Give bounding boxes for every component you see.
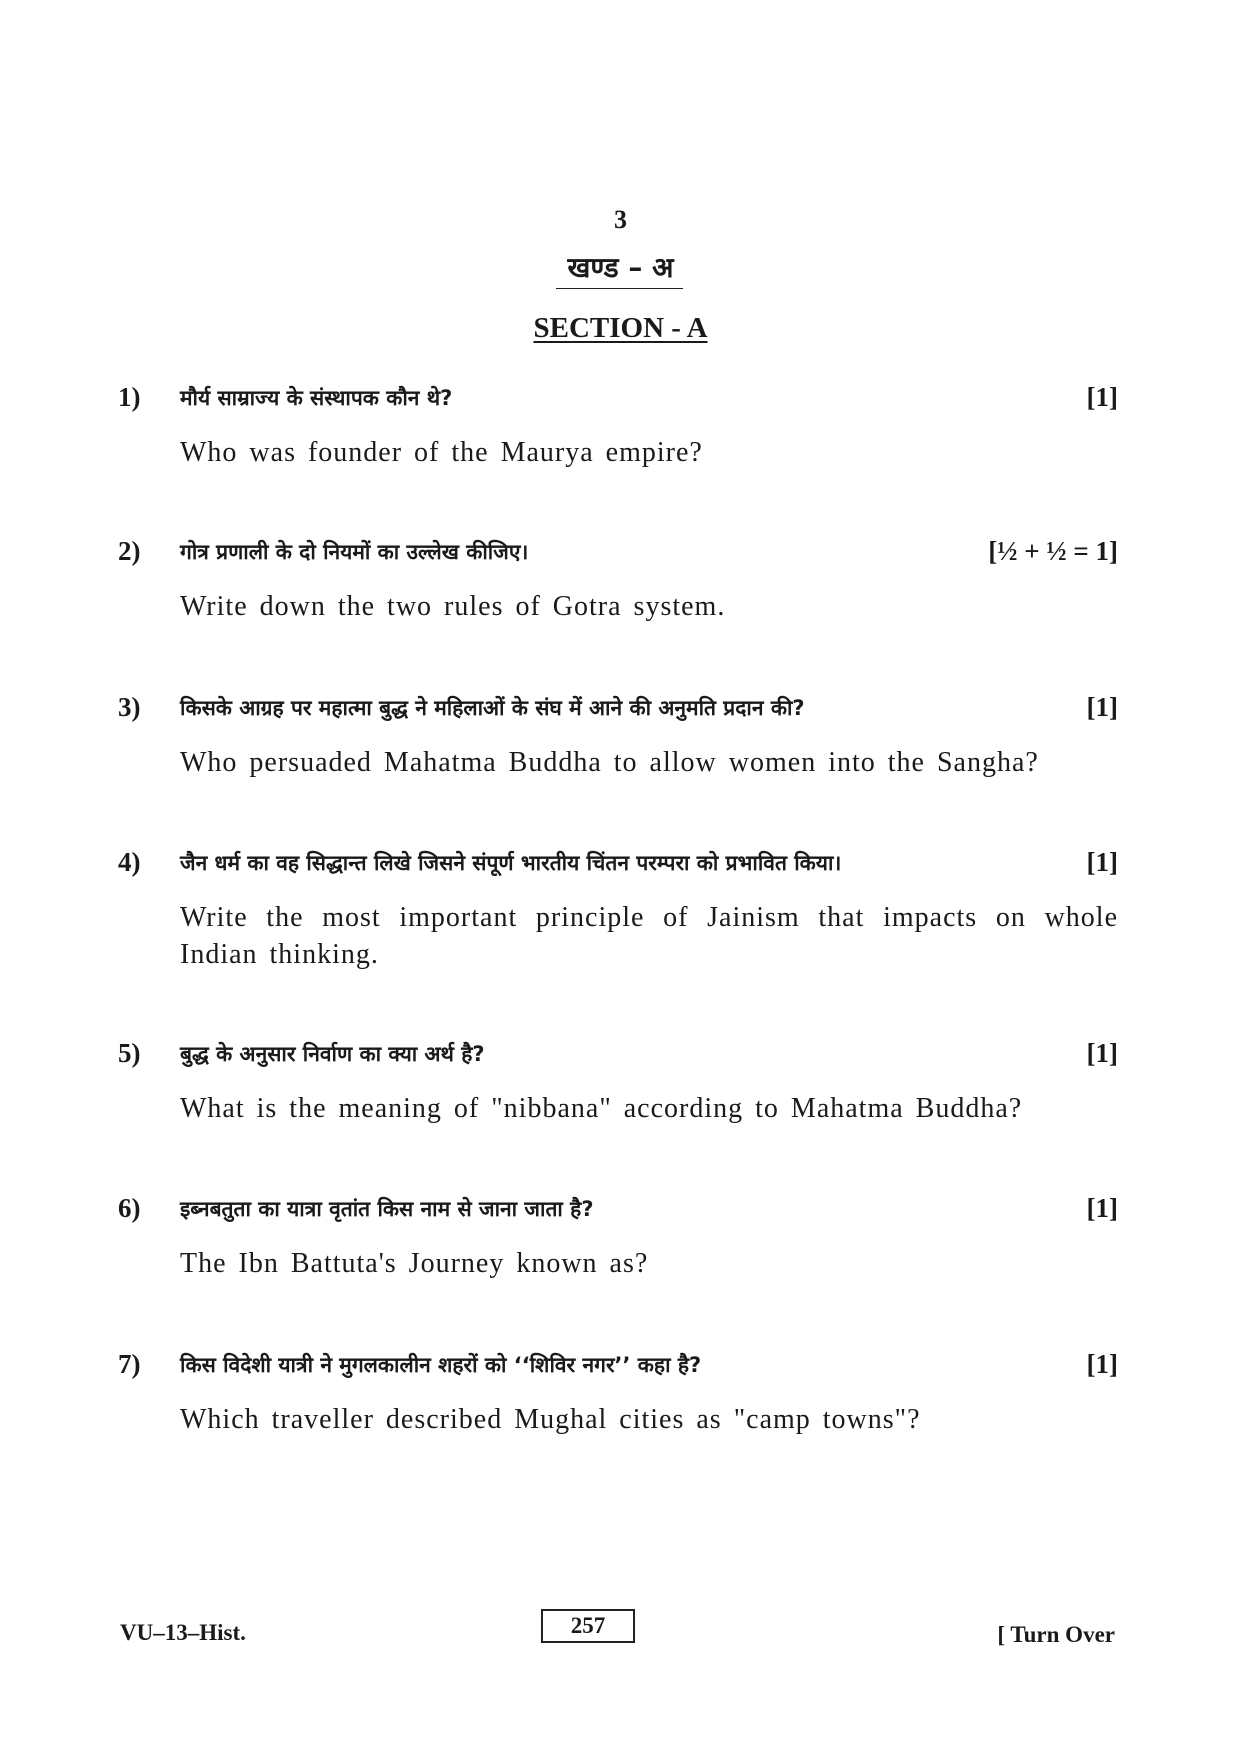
question-number: 4) <box>118 847 141 877</box>
question-marks: [1] <box>1086 847 1118 877</box>
question-hindi-text: गोत्र प्रणाली के दो नियमों का उल्लेख कीजिए। <box>180 540 529 564</box>
question-marks: [1] <box>1086 382 1118 412</box>
page-number: 3 <box>614 205 627 234</box>
question-english-text: What is the meaning of "nibbana" according to Mahatma Buddha? <box>180 1093 1023 1124</box>
question-number: 1) <box>118 382 141 412</box>
question-marks: [1] <box>1086 1349 1118 1379</box>
question-hindi-text: बुद्ध के अनुसार निर्वाण का क्या अर्थ है? <box>180 1042 485 1066</box>
footer-turn-over: [ Turn Over <box>997 1622 1115 1647</box>
question-marks: [1] <box>1086 692 1118 722</box>
question-hindi-text: किसके आग्रह पर महात्मा बुद्ध ने महिलाओं के संघ में आने की अनुमति प्रदान की? <box>180 696 805 720</box>
section-title-hindi-underline <box>556 288 683 289</box>
question-english-text: Who was founder of the Maurya empire? <box>180 437 703 468</box>
question-marks: [1] <box>1086 1193 1118 1223</box>
question-hindi-text: मौर्य साम्राज्य के संस्थापक कौन थे? <box>180 386 453 410</box>
question-number: 2) <box>118 536 141 566</box>
question-hindi-text: किस विदेशी यात्री ने मुगलकालीन शहरों को ‘‘शिविर नगर’’ कहा है? <box>180 1353 702 1377</box>
question-marks: [½ + ½ = 1] <box>988 536 1118 566</box>
question-english-text: Write the most important principle of Jainism that impacts on whole Indian thinking. <box>180 902 1118 970</box>
question-english-text: The Ibn Battuta's Journey known as? <box>180 1248 649 1279</box>
question-number: 6) <box>118 1193 141 1223</box>
section-title-english: SECTION - A <box>533 312 708 344</box>
question-number: 3) <box>118 692 141 722</box>
question-marks: [1] <box>1086 1038 1118 1068</box>
question-number: 7) <box>118 1349 141 1379</box>
question-hindi-text: जैन धर्म का वह सिद्धान्त लिखे जिसने संपूर्ण भारतीय चिंतन परम्परा को प्रभावित किया। <box>180 851 842 875</box>
question-english-text: Who persuaded Mahatma Buddha to allow women into the Sangha? <box>180 747 1039 778</box>
footer-paper-code: VU–13–Hist. <box>120 1620 246 1645</box>
section-title-hindi: खण्ड – अ <box>567 251 674 284</box>
footer-page-box: 257 <box>541 1609 635 1643</box>
question-english-text: Write down the two rules of Gotra system. <box>180 591 726 622</box>
question-number: 5) <box>118 1038 141 1068</box>
question-english-text: Which traveller described Mughal cities as "camp towns"? <box>180 1404 921 1435</box>
question-hindi-text: इब्नबतुता का यात्रा वृतांत किस नाम से जाना जाता है? <box>180 1197 594 1221</box>
